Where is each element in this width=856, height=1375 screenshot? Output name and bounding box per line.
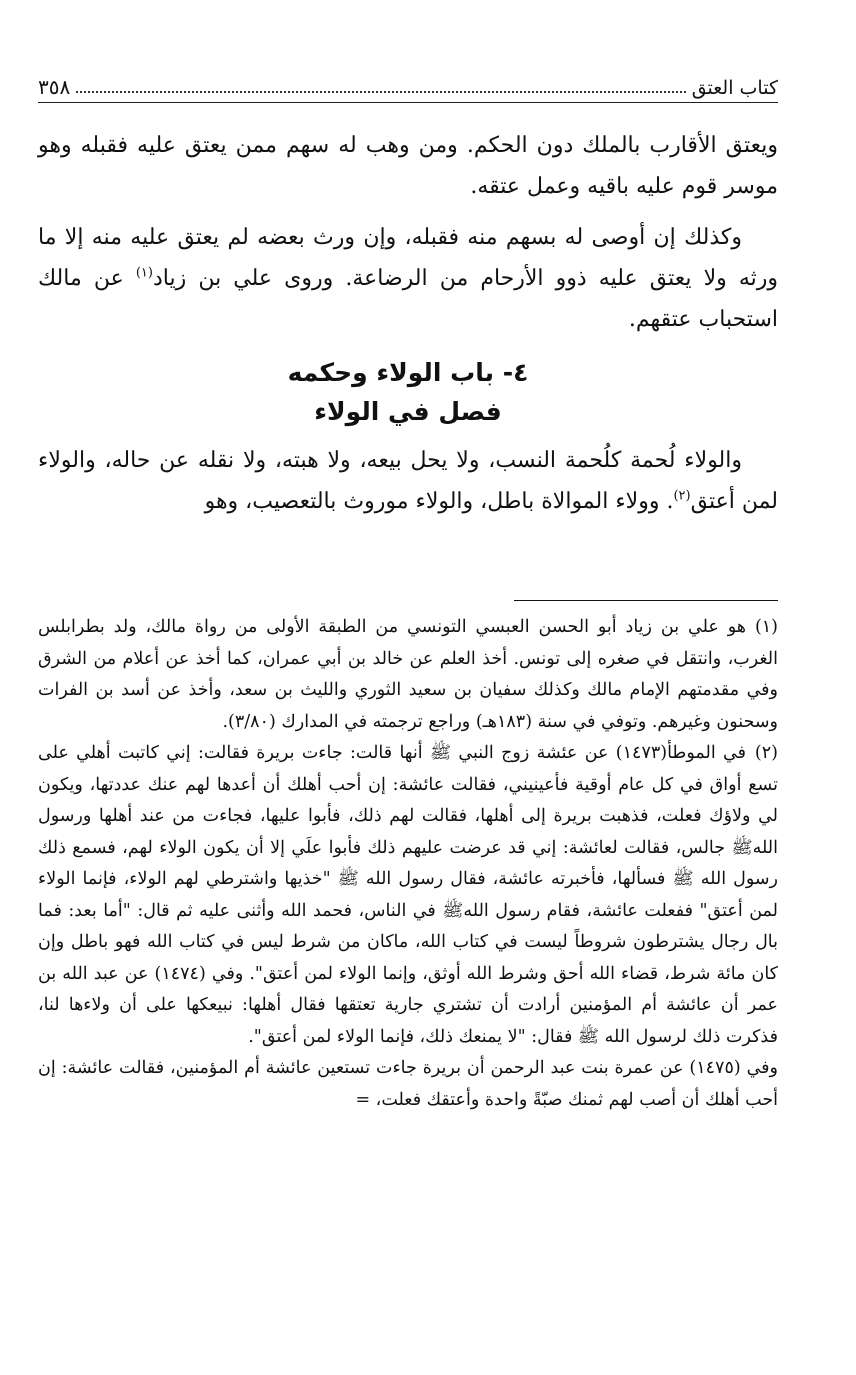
footnote-1-marker: (١) [754, 617, 778, 637]
footnote-2-text: في الموطأ(١٤٧٣) عن عئشة زوج النبي ﷺ أنها قالت: جاءت بريرة فقالت: إني كاتبت أهلي على تسع أواق في كل عام أوقية فأعينيني، فقالت عائشة: إن أحب أهلك أن أعدها لهم عنك عددتها، ويكون لي ولاؤك فعلت، فذهبت بريرة إلى أهلها، فقالت لهم ذلك، فأبوا عليها، فجاءت من عند أهلها ورسول اللهﷺ جالس، فقالت لعائشة: إني قد عرضت عليهم ذلك فأبوا علَي إلا أن يكون الولاء لهم، فسمع ذلك رسول الله ﷺ فسألها، فأخبرته عائشة، فقال رسول الله ﷺ "خذيها واشترطي لهم الولاء، فإنما الولاء لمن أعتق" ففعلت عائشة، فقام رسول اللهﷺ في الناس، فحمد الله وأثنى عليه ثم قال: "أما بعد: فما بال رجال يشترطون شروطاً ليست في كتاب الله، ماكان من شرط ليس في كتاب الله فهو باطل وإن كان مائة شرط، قضاء الله أحق وشرط الله أوثق، وإنما الولاء لمن أعتق". وفي (١٤٧٤) عن عبد الله بن عمر أن عائشة أم المؤمنين أرادت أن تشتري جارية تعتقها فقال أهلها: نبيعكها على أن ولاءها لنا، فذكرت ذلك لرسول الله ﷺ فقال: "لا يمنعك ذلك، فإنما الولاء لمن أعتق". [38, 743, 778, 1047]
running-header-leader-dots [76, 91, 685, 93]
section-heading: ٤- باب الولاء وحكمه [287, 358, 529, 387]
paragraph-2 [38, 217, 778, 340]
paragraph-2-text-b: عن مالك استحباب عتقهم. [38, 266, 778, 332]
paragraph-3-text-a: والولاء لُحمة كلُحمة النسب، ولا يحل بيعه، ولا هبته، ولا نقله عن حاله، والولاء لمن أعتق [38, 448, 778, 514]
paragraph-3-text-b: . وولاء الموالاة باطل، والولاء موروث بالتعصيب، وهو [204, 489, 674, 514]
footnote-2-continuation: وفي (١٤٧٥) عن عمرة بنت عبد الرحمن أن بريرة جاءت تستعين عائشة أم المؤمنين، فقالت عائشة: إن أحب أهلك أن أصب لهم ثمنك صبّةً واحدة وأعتقك فعلت، = [38, 1058, 778, 1110]
footnote-ref-1[interactable]: (١) [135, 265, 153, 281]
footnote-2-marker: (٢) [754, 743, 778, 763]
footnote-1 [38, 612, 778, 738]
footnote-ref-2[interactable]: (٢) [673, 488, 691, 504]
footnote-1-text: هو علي بن زياد أبو الحسن العبسي التونسي من الطبقة الأولى من رواة مالك، ولد بطرابلس الغرب، وانتقل في صغره إلى تونس. أخذ العلم عن خالد بن أبي عمران، كما أخذ عن أعلام من الشرق وفي مقدمتهم الإمام مالك وكذلك سفيان بن سعيد الثوري والليث بن سعد، وأخذ عن أسد بن الفرات وسحنون وغيرهم. وتوفي في سنة (١٨٣هـ) وراجع ترجمته في المدارك (٣/٨٠). [38, 617, 778, 732]
main-text [38, 125, 778, 532]
paragraph-3 [38, 440, 778, 522]
subsection-heading: فصل في الولاء [314, 397, 502, 426]
footnotes [38, 612, 778, 1116]
page-number: ٣٥٨ [38, 75, 71, 99]
footnote-separator [514, 600, 778, 601]
running-header-title: كتاب العتق [691, 77, 778, 99]
paragraph-2-text-a: وكذلك إن أوصى له بسهم منه فقبله، وإن ورث بعضه لم يعتق عليه منه إلا ما ورثه ولا يعتق عليه ذوو الأرحام من الرضاعة. وروى علي بن زياد [38, 225, 779, 291]
book-page [38, 0, 778, 1375]
running-header [38, 72, 778, 103]
footnote-2 [38, 738, 778, 1053]
paragraph-1: ويعتق الأقارب بالملك دون الحكم. ومن وهب له سهم ممن يعتق عليه فقبله وهو موسر قوم عليه باقيه وعمل عتقه. [38, 133, 778, 199]
